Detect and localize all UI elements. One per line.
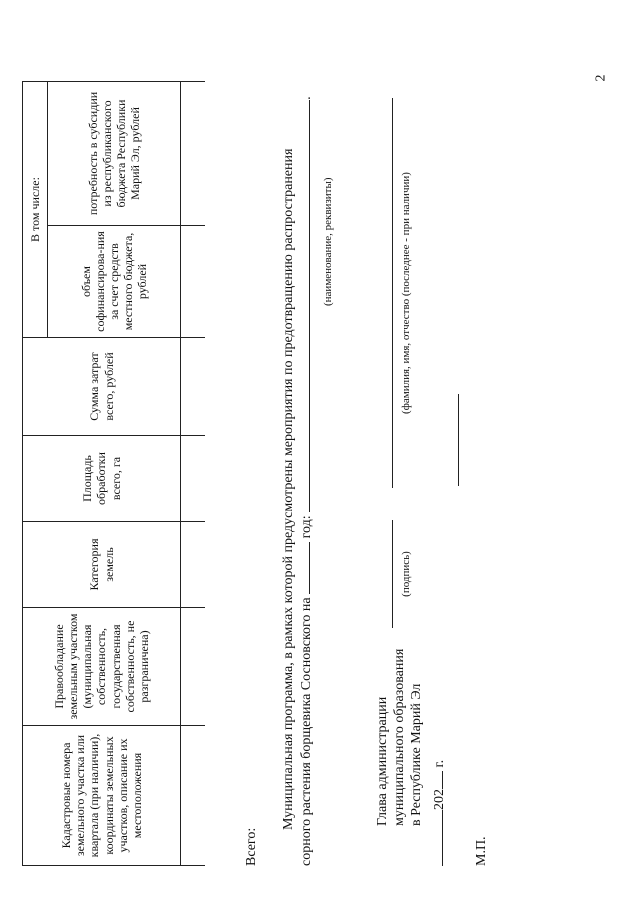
signature-caption: (подпись) — [400, 551, 412, 597]
form-sheet — [22, 46, 622, 866]
col-subsidy-need: потребность в субсидии из республиканского бюджета Республики Марий Эл, рублей — [48, 81, 181, 225]
signature-line — [392, 520, 393, 628]
date-blank-year — [442, 771, 443, 789]
col-ownership: Правообладание земельным участком (муниципальная собственность, государственная собственность, не разграничена) — [23, 608, 181, 726]
date-line — [432, 760, 449, 866]
subsidy-table — [22, 81, 205, 866]
head-title-line: муниципального образования — [392, 648, 408, 826]
date-blank-day — [442, 810, 443, 866]
date-year-prefix: 202 — [432, 789, 447, 810]
head-title-line: Глава администрации — [375, 696, 390, 826]
total-label: Всего: — [244, 827, 259, 866]
program-paragraph — [280, 76, 316, 866]
col-group-including: В том числе: — [23, 81, 48, 337]
col-land-category: Категория земель — [23, 522, 181, 608]
requisites-caption: (наименование, реквизиты) — [322, 177, 334, 306]
col-cadastral-numbers: Кадастровые номера земельного участка или квартала (при наличии), координаты земельных участков, описание их местоположения — [23, 726, 181, 866]
paragraph-year-word: год: — [299, 515, 315, 539]
name-line — [392, 98, 393, 488]
name-caption: (фамилия, имя, отчество (последнее - при наличии) — [400, 172, 412, 414]
year-blank — [309, 542, 310, 594]
head-title — [374, 649, 425, 826]
col-total-cost: Сумма затрат всего, рублей — [23, 338, 181, 436]
stamp-label: М.П. — [474, 836, 489, 866]
date-year-suffix: г. — [432, 759, 447, 768]
page-number: 2 — [593, 74, 609, 82]
requisites-blank — [309, 100, 310, 512]
extra-line — [458, 394, 459, 486]
head-title-line: в Республике Марий Эл — [409, 683, 425, 826]
paragraph-line-1: Муниципальная программа, в рамках которой предусмотрены мероприятия по предотвращению распространения — [281, 148, 296, 830]
paragraph-line-2-start: сорного растения борщевика Сосновского на — [299, 597, 315, 866]
table-row — [181, 81, 206, 865]
signature-block — [358, 66, 478, 866]
paragraph-end: . — [299, 96, 315, 100]
paragraph-line-2 — [298, 76, 316, 866]
col-local-cofinancing: объем софинансирова-ния за счет средств местного бюджета, рублей — [48, 226, 181, 338]
col-area: Площадь обработки всего, га — [23, 436, 181, 522]
